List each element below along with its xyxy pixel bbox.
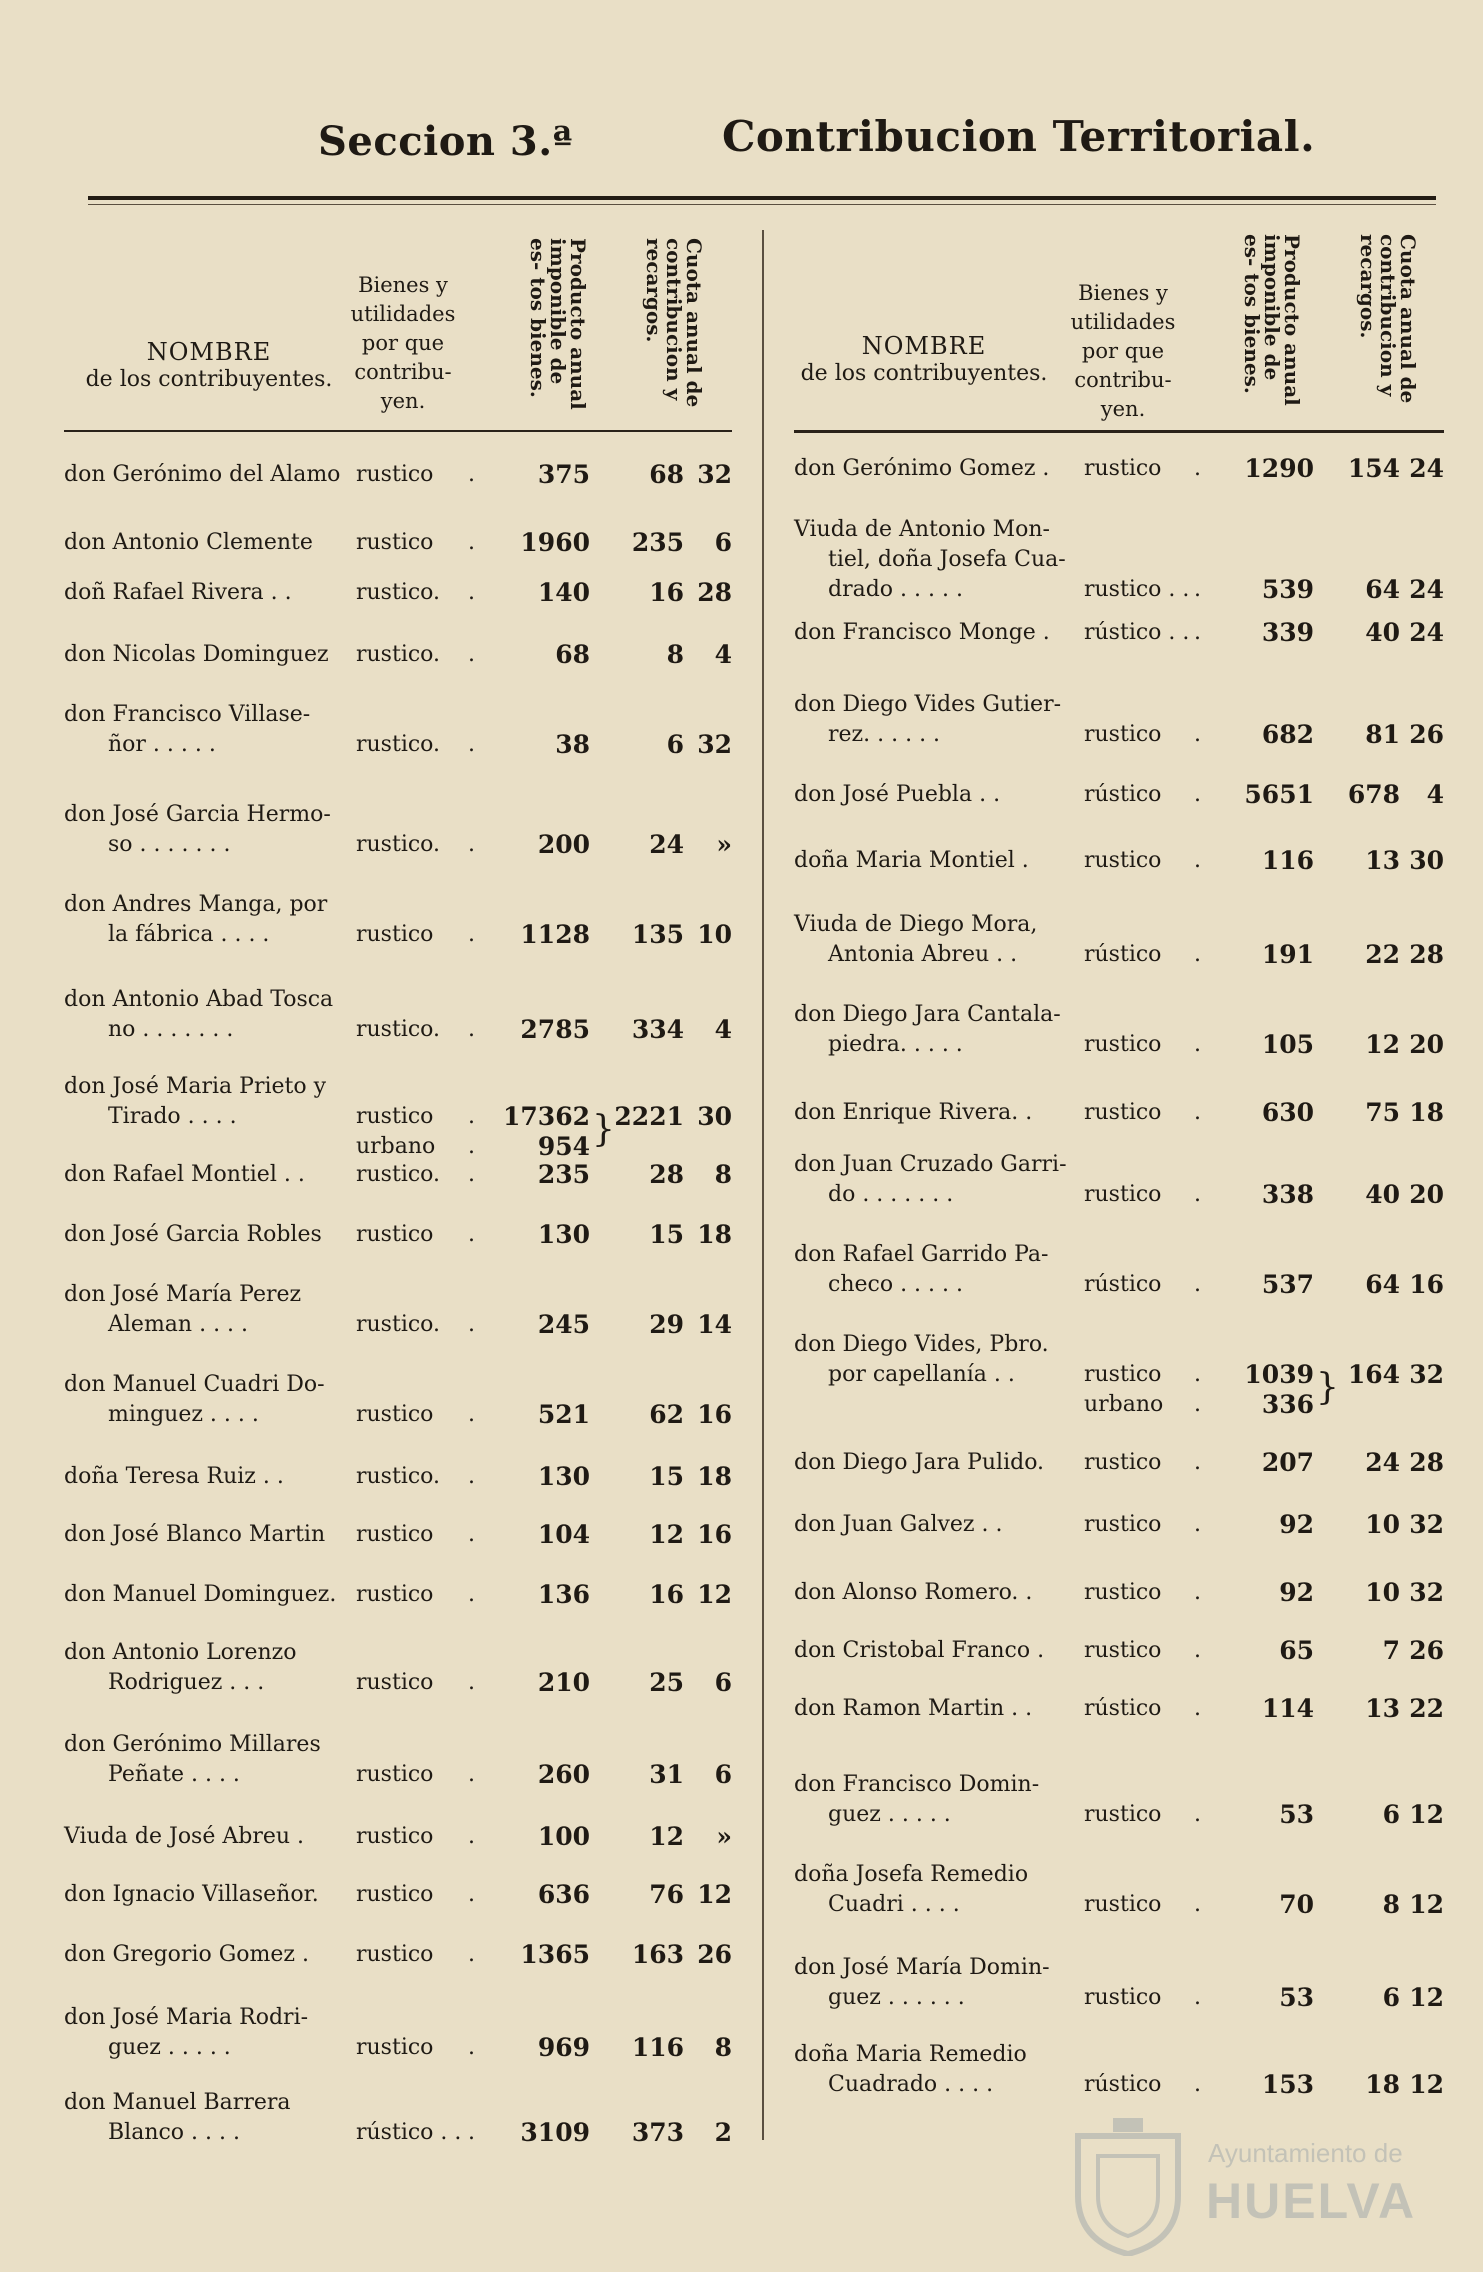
annual-quota: 12 <box>649 1520 684 1549</box>
quota-fraction: 6 <box>714 1668 732 1697</box>
quota-fraction: 28 <box>697 578 732 607</box>
leader-dot: . <box>468 1402 475 1427</box>
quota-fraction: 32 <box>1409 1360 1444 1389</box>
annual-quota: 7 <box>1382 1636 1400 1665</box>
leader-dot: . <box>468 1522 475 1547</box>
annual-product: 53 <box>1279 1983 1314 2012</box>
section-heading: Seccion 3.ª <box>318 118 573 165</box>
property-type: rústico <box>1084 2072 1162 2097</box>
property-type: rustico <box>356 922 434 947</box>
annual-quota: 15 <box>649 1220 684 1249</box>
property-type: rustico <box>1084 1802 1162 1827</box>
property-type: rustico <box>1084 1892 1162 1917</box>
leader-dot: . <box>468 642 475 667</box>
annual-product: 2785 <box>520 1015 590 1044</box>
annual-product: 65 <box>1279 1636 1314 1665</box>
contributor-name: don Francisco Domin- guez . . . . . <box>794 1772 1040 1827</box>
leader-dot: . <box>1194 456 1201 481</box>
leader-dot: . <box>1194 577 1201 602</box>
property-type: rustico <box>356 2035 434 2060</box>
contributor-name: don Alonso Romero. . <box>794 1580 1033 1605</box>
top-rule-thin <box>88 204 1436 205</box>
quota-fraction: 32 <box>1409 1578 1444 1607</box>
annual-product: 207 <box>1261 1448 1314 1477</box>
annual-product: 136 <box>537 1580 590 1609</box>
property-type: rustico <box>1084 1450 1162 1475</box>
annual-product: 3109 <box>520 2118 590 2147</box>
column-divider <box>762 230 764 2140</box>
leader-dot: . <box>468 1222 475 1247</box>
annual-quota: 6 <box>1382 1983 1400 2012</box>
property-type: rustico <box>1084 1362 1162 1387</box>
leader-dot: . <box>468 732 475 757</box>
quota-fraction: 8 <box>714 2033 732 2062</box>
annual-quota: 29 <box>649 1310 684 1339</box>
contributor-name: don Rafael Montiel . . <box>64 1162 305 1187</box>
contributor-name: don Gregorio Gomez . <box>64 1942 309 1967</box>
contributor-name: don Francisco Monge . <box>794 620 1050 645</box>
annual-product: 1039 <box>1244 1360 1314 1389</box>
municipal-watermark <box>1068 2116 1438 2266</box>
watermark-line1: Ayuntamiento de <box>1208 2138 1403 2168</box>
annual-product: 116 <box>1261 846 1314 875</box>
leader-dot: . <box>1194 620 1201 645</box>
leader-dot: . <box>468 1582 475 1607</box>
annual-quota: 40 <box>1365 618 1400 647</box>
leader-dot: . <box>1194 1100 1201 1125</box>
quota-fraction: 12 <box>1409 1800 1444 1829</box>
annual-quota: 25 <box>649 1668 684 1697</box>
contributor-name: don José Puebla . . <box>794 782 1001 807</box>
annual-product: 260 <box>537 1760 590 1789</box>
annual-quota: 10 <box>1365 1578 1400 1607</box>
quota-fraction: 2 <box>714 2118 732 2147</box>
annual-product: 1365 <box>520 1940 590 1969</box>
contributor-name: Viuda de Antonio Mon- tiel, doña Josefa Cua- drado . . . . . <box>794 517 1066 602</box>
header-cuota: Cuota anual de contribucion y recargos. <box>1356 234 1420 404</box>
quota-fraction: 26 <box>1409 720 1444 749</box>
annual-quota: 116 <box>631 2033 684 2062</box>
quota-fraction: 12 <box>697 1580 732 1609</box>
annual-product: 114 <box>1261 1694 1314 1723</box>
property-type: rustico <box>356 462 434 487</box>
annual-product: 1290 <box>1244 454 1314 483</box>
quota-fraction: 18 <box>1409 1098 1444 1127</box>
contributor-name: Viuda de José Abreu . <box>64 1824 305 1849</box>
quota-fraction: 8 <box>714 1160 732 1189</box>
annual-quota: 28 <box>649 1160 684 1189</box>
quota-fraction: 28 <box>1409 940 1444 969</box>
annual-product: 38 <box>555 730 590 759</box>
leader-dot: . <box>468 1017 475 1042</box>
annual-product: 70 <box>1279 1890 1314 1919</box>
contributor-name: don Diego Jara Cantala- piedra. . . . . <box>794 1002 1061 1057</box>
annual-product: 954 <box>537 1132 590 1161</box>
property-type: rustico. <box>356 580 441 605</box>
property-type: rustico. <box>356 732 441 757</box>
property-type: urbano <box>356 1134 436 1159</box>
annual-product: 537 <box>1261 1270 1314 1299</box>
quota-fraction: 4 <box>714 1015 732 1044</box>
property-type: rústico <box>1084 1696 1162 1721</box>
quota-fraction: 30 <box>697 1102 732 1131</box>
contributor-name: doña Josefa Remedio Cuadri . . . . <box>794 1862 1029 1917</box>
property-type: rustico <box>356 530 434 555</box>
quota-fraction: 32 <box>1409 1510 1444 1539</box>
property-type: rustico <box>1084 1638 1162 1663</box>
annual-product: 200 <box>537 830 590 859</box>
annual-quota: 373 <box>631 2118 684 2147</box>
property-type: urbano <box>1084 1392 1164 1417</box>
property-type: rustico . . <box>1084 577 1190 602</box>
annual-quota: 64 <box>1365 575 1400 604</box>
property-type: rustico <box>356 1582 434 1607</box>
leader-dot: . <box>468 580 475 605</box>
leader-dot: . <box>1194 1450 1201 1475</box>
quota-fraction: 18 <box>697 1220 732 1249</box>
annual-quota: 8 <box>1382 1890 1400 1919</box>
annual-product: 336 <box>1261 1390 1314 1419</box>
quota-fraction: 6 <box>714 528 732 557</box>
right-table <box>794 230 1444 2099</box>
header-bienes: Bienes y utilidades por que contribu- yen. <box>1070 281 1176 421</box>
property-type: rustico <box>1084 1100 1162 1125</box>
leader-dot: . <box>1194 1182 1201 1207</box>
annual-product: 68 <box>555 640 590 669</box>
annual-product: 130 <box>537 1220 590 1249</box>
leader-dot: . <box>468 1104 475 1129</box>
contributor-name: doñ Rafael Rivera . . <box>64 580 292 605</box>
contributor-name: don Rafael Garrido Pa- checo . . . . . <box>794 1242 1049 1297</box>
leader-dot: . <box>1194 1985 1201 2010</box>
property-type: rústico . . <box>356 2120 462 2145</box>
annual-product: 969 <box>537 2033 590 2062</box>
annual-quota: 64 <box>1365 1270 1400 1299</box>
property-type: rustico <box>1084 1985 1162 2010</box>
quota-fraction: 32 <box>697 460 732 489</box>
contributor-name: don Gerónimo del Alamo <box>64 462 341 487</box>
watermark-line2: HUELVA <box>1206 2173 1417 2229</box>
annual-product: 53 <box>1279 1800 1314 1829</box>
quota-fraction: 18 <box>697 1462 732 1491</box>
quota-fraction: 26 <box>1409 1636 1444 1665</box>
property-type: rustico <box>356 1762 434 1787</box>
annual-quota: 81 <box>1365 720 1400 749</box>
brace-mark: } <box>592 1109 615 1150</box>
annual-product: 539 <box>1261 575 1314 604</box>
annual-product: 636 <box>537 1880 590 1909</box>
contributor-name: don Manuel Barrera Blanco . . . . <box>64 2090 291 2145</box>
contributor-name: don José María Domin- guez . . . . . . <box>794 1955 1050 2010</box>
annual-quota: 10 <box>1365 1510 1400 1539</box>
quota-fraction: 14 <box>697 1310 732 1339</box>
property-type: rustico <box>356 1670 434 1695</box>
leader-dot: . <box>468 2035 475 2060</box>
annual-quota: 76 <box>649 1880 684 1909</box>
annual-quota: 75 <box>1365 1098 1400 1127</box>
contributor-name: don José Garcia Hermo- so . . . . . . . <box>64 802 331 857</box>
annual-product: 682 <box>1261 720 1314 749</box>
contributor-name: don José Garcia Robles <box>64 1222 322 1247</box>
contributor-name: don Ignacio Villaseñor. <box>64 1882 319 1907</box>
annual-quota: 334 <box>631 1015 684 1044</box>
annual-product: 5651 <box>1244 780 1314 809</box>
property-type: rustico. <box>356 642 441 667</box>
contributor-name: don Gerónimo Millares Peñate . . . . <box>64 1732 321 1787</box>
leader-dot: . <box>1194 782 1201 807</box>
annual-quota: 62 <box>649 1400 684 1429</box>
annual-product: 521 <box>537 1400 590 1429</box>
annual-quota: 12 <box>649 1822 684 1851</box>
property-type: rustico <box>356 1942 434 1967</box>
leader-dot: . <box>1194 1512 1201 1537</box>
header-name: NOMBRE de los contribuyentes. <box>85 338 333 392</box>
quota-fraction: 24 <box>1409 575 1444 604</box>
annual-quota: 163 <box>631 1940 684 1969</box>
annual-product: 105 <box>1261 1030 1314 1059</box>
leader-dot: . <box>1194 1032 1201 1057</box>
property-type: rústico . . <box>1084 620 1190 645</box>
annual-product: 100 <box>537 1822 590 1851</box>
property-type: rustico <box>356 1222 434 1247</box>
contributor-name: doña Maria Remedio Cuadrado . . . . <box>794 2042 1027 2097</box>
leader-dot: . <box>468 530 475 555</box>
annual-quota: 6 <box>666 730 684 759</box>
contributor-name: doña Maria Montiel . <box>794 848 1029 873</box>
annual-quota: 16 <box>649 1580 684 1609</box>
left-table <box>64 230 732 2147</box>
quota-fraction: » <box>716 1822 732 1851</box>
contributor-name: don Manuel Dominguez. <box>64 1582 337 1607</box>
annual-quota: 6 <box>1382 1800 1400 1829</box>
header-producto: Producto anual imponible de es- tos bienes. <box>526 238 590 410</box>
quota-fraction: 4 <box>1426 780 1444 809</box>
contributor-name: don José Blanco Martin <box>64 1522 326 1547</box>
quota-fraction: 6 <box>714 1760 732 1789</box>
contributor-name: don Ramon Martin . . <box>794 1696 1033 1721</box>
property-type: rústico <box>1084 1272 1162 1297</box>
annual-quota: 31 <box>649 1760 684 1789</box>
leader-dot: . <box>1194 1580 1201 1605</box>
property-type: rustico <box>1084 456 1162 481</box>
property-type: rustico <box>1084 1032 1162 1057</box>
contributor-name: don Andres Manga, por la fábrica . . . . <box>64 892 328 947</box>
annual-quota: 12 <box>1365 1030 1400 1059</box>
leader-dot: . <box>468 2120 475 2145</box>
contributor-name: don Antonio Lorenzo Rodriguez . . . <box>64 1640 297 1695</box>
leader-dot: . <box>468 1762 475 1787</box>
annual-product: 153 <box>1261 2070 1314 2099</box>
quota-fraction: 16 <box>697 1400 732 1429</box>
leader-dot: . <box>468 1882 475 1907</box>
contributor-name: don Nicolas Dominguez <box>64 642 329 667</box>
quota-fraction: 10 <box>697 920 732 949</box>
annual-product: 375 <box>537 460 590 489</box>
crest-icon <box>1068 2116 1188 2256</box>
property-type: rustico. <box>356 1464 441 1489</box>
contributor-name: don Francisco Villase- ñor . . . . . <box>64 702 311 757</box>
contributor-name: don Gerónimo Gomez . <box>794 456 1050 481</box>
quota-fraction: 12 <box>1409 1890 1444 1919</box>
leader-dot: . <box>1194 1392 1201 1417</box>
contributor-name: don José María Perez Aleman . . . . <box>64 1282 302 1337</box>
quota-fraction: 12 <box>1409 2070 1444 2099</box>
annual-quota: 18 <box>1365 2070 1400 2099</box>
quota-fraction: 12 <box>1409 1983 1444 2012</box>
leader-dot: . <box>1194 1272 1201 1297</box>
leader-dot: . <box>468 1312 475 1337</box>
annual-product: 210 <box>537 1668 590 1697</box>
property-type: rustico <box>1084 1580 1162 1605</box>
annual-quota: 22 <box>1365 940 1400 969</box>
quota-fraction: 24 <box>1409 454 1444 483</box>
quota-fraction: 22 <box>1409 1694 1444 1723</box>
header-cuota: Cuota anual de contribucion y recargos. <box>642 238 706 408</box>
leader-dot: . <box>468 1134 475 1159</box>
quota-fraction: 20 <box>1409 1030 1444 1059</box>
contributor-name: don Cristobal Franco . <box>794 1638 1045 1663</box>
property-type: rustico <box>1084 1182 1162 1207</box>
annual-product: 630 <box>1261 1098 1314 1127</box>
quota-fraction: 16 <box>1409 1270 1444 1299</box>
leader-dot: . <box>1194 1362 1201 1387</box>
annual-quota: 24 <box>1365 1448 1400 1477</box>
annual-quota: 154 <box>1347 454 1400 483</box>
quota-fraction: 24 <box>1409 618 1444 647</box>
contributor-name: don Antonio Abad Tosca no . . . . . . . <box>64 987 334 1042</box>
annual-product: 104 <box>537 1520 590 1549</box>
page-title: Contribucion Territorial. <box>722 112 1316 161</box>
annual-quota: 15 <box>649 1462 684 1491</box>
leader-dot: . <box>468 832 475 857</box>
leader-dot: . <box>468 1670 475 1695</box>
property-type: rustico <box>1084 722 1162 747</box>
quota-fraction: 20 <box>1409 1180 1444 1209</box>
leader-dot: . <box>1194 942 1201 967</box>
quota-fraction: 30 <box>1409 846 1444 875</box>
annual-quota: 13 <box>1365 1694 1400 1723</box>
brace-mark: } <box>1316 1367 1339 1408</box>
quota-fraction: 26 <box>697 1940 732 1969</box>
property-type: rustico <box>356 1882 434 1907</box>
annual-quota: 678 <box>1347 780 1400 809</box>
property-type: rustico. <box>356 1017 441 1042</box>
property-type: rustico. <box>356 1162 441 1187</box>
header-bienes: Bienes y utilidades por que contribu- yen. <box>350 273 456 413</box>
contributor-name: Viuda de Diego Mora, Antonia Abreu . . <box>794 912 1038 967</box>
annual-product: 130 <box>537 1462 590 1491</box>
contributor-name: don José Maria Prieto y Tirado . . . . <box>64 1074 327 1129</box>
property-type: rústico <box>1084 942 1162 967</box>
annual-quota: 2221 <box>614 1102 684 1131</box>
annual-quota: 40 <box>1365 1180 1400 1209</box>
property-type: rustico <box>356 1522 434 1547</box>
property-type: rustico. <box>356 832 441 857</box>
annual-product: 1128 <box>520 920 590 949</box>
contributor-name: don Diego Vides, Pbro. por capellanía . . <box>794 1332 1049 1387</box>
annual-quota: 235 <box>631 528 684 557</box>
property-type: rustico. <box>356 1312 441 1337</box>
quota-fraction: 28 <box>1409 1448 1444 1477</box>
leader-dot: . <box>468 922 475 947</box>
annual-product: 245 <box>537 1310 590 1339</box>
quota-fraction: 4 <box>714 640 732 669</box>
annual-product: 140 <box>537 578 590 607</box>
leader-dot: . <box>1194 1892 1201 1917</box>
annual-product: 1960 <box>520 528 590 557</box>
contributor-name: don Diego Jara Pulido. <box>794 1450 1045 1475</box>
leader-dot: . <box>468 1162 475 1187</box>
leader-dot: . <box>468 462 475 487</box>
contributor-name: don Juan Cruzado Garri- do . . . . . . . <box>794 1152 1067 1207</box>
leader-dot: . <box>1194 848 1201 873</box>
annual-quota: 164 <box>1347 1360 1400 1389</box>
leader-dot: . <box>468 1824 475 1849</box>
leader-dot: . <box>1194 1638 1201 1663</box>
annual-quota: 13 <box>1365 846 1400 875</box>
header-name: NOMBRE de los contribuyentes. <box>800 332 1048 386</box>
left-table-header <box>64 230 732 432</box>
right-table-header <box>794 230 1444 433</box>
quota-fraction: » <box>716 830 732 859</box>
leader-dot: . <box>1194 1696 1201 1721</box>
leader-dot: . <box>1194 1802 1201 1827</box>
contributor-name: don Antonio Clemente <box>64 530 313 555</box>
property-type: rustico <box>356 1824 434 1849</box>
top-rule <box>88 196 1436 200</box>
leader-dot: . <box>468 1942 475 1967</box>
annual-quota: 135 <box>631 920 684 949</box>
annual-quota: 8 <box>666 640 684 669</box>
annual-product: 17362 <box>503 1102 590 1131</box>
annual-quota: 16 <box>649 578 684 607</box>
leader-dot: . <box>468 1464 475 1489</box>
contributor-name: don Manuel Cuadri Do- minguez . . . . <box>64 1372 325 1427</box>
leader-dot: . <box>1194 722 1201 747</box>
annual-product: 191 <box>1261 940 1314 969</box>
quota-fraction: 16 <box>697 1520 732 1549</box>
annual-product: 339 <box>1261 618 1314 647</box>
contributor-name: don Enrique Rivera. . <box>794 1100 1033 1125</box>
contributor-name: don Diego Vides Gutier- rez. . . . . . <box>794 692 1062 747</box>
property-type: rustico <box>1084 848 1162 873</box>
annual-quota: 24 <box>649 830 684 859</box>
contributor-name: doña Teresa Ruiz . . <box>64 1464 284 1489</box>
quota-fraction: 12 <box>697 1880 732 1909</box>
annual-product: 92 <box>1279 1578 1314 1607</box>
annual-product: 92 <box>1279 1510 1314 1539</box>
property-type: rustico <box>356 1402 434 1427</box>
contributor-name: don Juan Galvez . . <box>794 1512 1003 1537</box>
annual-product: 338 <box>1261 1180 1314 1209</box>
leader-dot: . <box>1194 2072 1201 2097</box>
annual-quota: 68 <box>649 460 684 489</box>
header-producto: Producto anual imponible de es- tos bienes. <box>1240 234 1304 406</box>
property-type: rustico <box>1084 1512 1162 1537</box>
contributor-name: don José Maria Rodri- guez . . . . . <box>64 2005 309 2060</box>
annual-product: 235 <box>537 1160 590 1189</box>
quota-fraction: 32 <box>697 730 732 759</box>
property-type: rustico <box>356 1104 434 1129</box>
property-type: rústico <box>1084 782 1162 807</box>
